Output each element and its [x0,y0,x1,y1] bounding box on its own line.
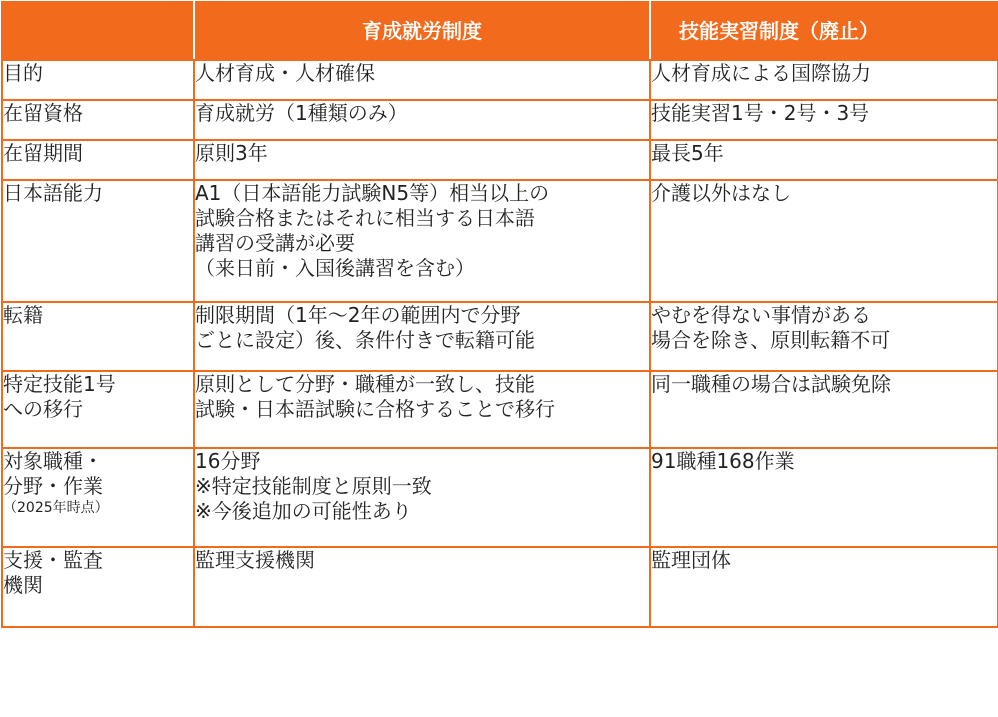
row-label-japanese: 日本語能力 [2,180,194,302]
table-row [2,180,998,302]
table-body [2,60,998,627]
row-label-period: 在留期間 [2,140,194,180]
table-row [2,371,998,448]
row-label-fields: 対象職種・ 分野・作業 （2025年時点） [2,448,194,547]
row-label-transition: 特定技能1号 への移行 [2,371,194,448]
cell-ikusei-transfer: 制限期間（1年〜2年の範囲内で分野 ごとに設定）後、条件付きで転籍可能 [194,302,650,371]
cell-ginou-status: 技能実習1号・2号・3号 [650,100,998,140]
cell-ginou-fields: 91職種168作業 [650,448,998,547]
comparison-table [1,1,998,628]
header-empty-cell [2,2,194,60]
cell-ikusei-japanese: A1（日本語能力試験N5等）相当以上の 試験合格またはそれに相当する日本語 講習の受講が必要 （来日前・入国後講習を含む） [194,180,650,302]
table-row [2,100,998,140]
table-row [2,448,998,547]
cell-ikusei-support: 監理支援機関 [194,547,650,627]
cell-ginou-period: 最長5年 [650,140,998,180]
table-header [2,2,998,60]
header-ginou-jisshu: 技能実習制度（廃止） [650,2,998,60]
cell-ginou-purpose: 人材育成による国際協力 [650,60,998,100]
row-label-status: 在留資格 [2,100,194,140]
row-label-transfer: 転籍 [2,302,194,371]
label-note: （2025年時点） [3,500,109,516]
cell-ikusei-transition: 原則として分野・職種が一致し、技能 試験・日本語試験に合格することで移行 [194,371,650,448]
header-row [2,2,998,60]
row-label-support: 支援・監査 機関 [2,547,194,627]
cell-ikusei-period: 原則3年 [194,140,650,180]
cell-ginou-transition: 同一職種の場合は試験免除 [650,371,998,448]
table-row [2,547,998,627]
cell-ginou-transfer: やむを得ない事情がある 場合を除き、原則転籍不可 [650,302,998,371]
table-row [2,60,998,100]
table-row [2,140,998,180]
table-row [2,302,998,371]
row-label-purpose: 目的 [2,60,194,100]
cell-ikusei-status: 育成就労（1種類のみ） [194,100,650,140]
cell-ginou-support: 監理団体 [650,547,998,627]
header-ikusei-shuro: 育成就労制度 [194,2,650,60]
cell-ikusei-fields: 16分野 ※特定技能制度と原則一致 ※今後追加の可能性あり [194,448,650,547]
cell-ginou-japanese: 介護以外はなし [650,180,998,302]
cell-ikusei-purpose: 人材育成・人材確保 [194,60,650,100]
